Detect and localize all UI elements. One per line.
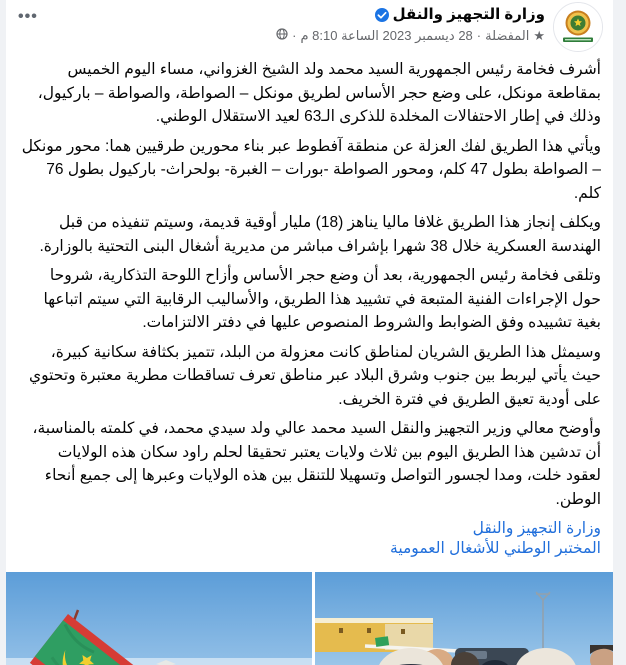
facebook-post-card	[6, 0, 613, 603]
page-avatar[interactable]	[553, 2, 603, 52]
small-green-flag	[375, 636, 389, 647]
favorites-star-icon: ★	[533, 28, 545, 43]
post-link-laboratory[interactable]: المختبر الوطني للأشغال العمومية	[390, 540, 601, 557]
post-paragraph: وتلقى فخامة رئيس الجمهورية، بعد أن وضع حجر الأساس وأزاح اللوحة التذكارية، شروحا حول الإجراءات الفنية المتبعة في تشييد هذا الطريق، والأساليب الرقابية التي سيتم اتباعها بغية تشييده وفق الضوابط والشروط المنصوص عليها في دفتر الالتزامات.	[43, 267, 601, 331]
post-timestamp[interactable]: 28 ديسمبر 2023 الساعة 8:10 م	[300, 28, 473, 43]
post-paragraph: ويكلف إنجاز هذا الطريق غلافا ماليا يناهز (18) مليار أوقية قديمة، وسيتم تنفيذه من قبل الهندسة العسكرية خلال 38 شهرا بإشراف مباشر من مديرية أشغال البنى التحتية بالوزارة.	[39, 214, 601, 255]
post-meta-row	[48, 27, 545, 44]
post-paragraph: ويأتي هذا الطريق لفك العزلة عن منطقة آفطوط عبر بناء محورين طرقيين هما: محور مونكل – الصواطة بطول 47 كلم، ومحور الصواطة -بورات – الغبرة- بولحراث- باركيول بطول 76 كلم.	[21, 137, 601, 202]
more-options-button[interactable]: •••	[18, 8, 38, 25]
post-links	[6, 517, 613, 559]
post-paragraph: وأوضح معالي وزير التجهيز والنقل السيد محمد عالي ولد سيدي محمد، في كلمته بالمناسبة، أن تدشين هذا الطريق اليوم بين ثلاث ولايات يعتبر تحقيقا لحلم راود سكان هذه الولايات لعقود خلت، ومدا لجسور التواصل وتسهيلا للتنقل بين هذه الولايات وعبرها إلى جميع أنحاء الوطن.	[32, 420, 601, 508]
post-body-text	[6, 56, 613, 511]
page-name[interactable]: وزارة التجهيز والنقل	[392, 6, 545, 23]
verified-badge-icon	[375, 8, 389, 22]
post-photo-crowd[interactable]	[315, 572, 613, 665]
meta-separator: ·	[292, 28, 297, 43]
favorites-label[interactable]: المفضلة	[485, 28, 530, 43]
globe-icon	[276, 27, 288, 44]
post-header-text	[48, 2, 545, 44]
post-photo-flag[interactable]	[6, 572, 312, 665]
ministry-seal-icon	[554, 3, 602, 51]
post-photo-grid	[6, 572, 613, 665]
post-header	[6, 0, 613, 56]
post-paragraph: وسيمثل هذا الطريق الشريان لمناطق كانت معزولة من البلد، تتميز بكثافة سكانية كبيرة، حيث يأتي ليربط بين جنوب وشرق البلاد عبر مناطق تعرف تساقطات مطرية معتبرة وتحتوي على أودية تعيق الطريق في فترة الخريف.	[28, 343, 601, 408]
post-link-ministry[interactable]: وزارة التجهيز والنقل	[472, 520, 601, 537]
post-paragraph: أشرف فخامة رئيس الجمهورية السيد محمد ولد الشيخ الغزواني، مساء اليوم الخميس بمقاطعة مونكل، على وضع حجر الأساس لطريق مونكل – الصواطة، والصواطة – باركيول، وذلك في إطار الاحتفالات المخلدة للذكرى الـ63 لعيد الاستقلال الوطني.	[37, 61, 601, 125]
meta-separator: ·	[476, 28, 482, 43]
